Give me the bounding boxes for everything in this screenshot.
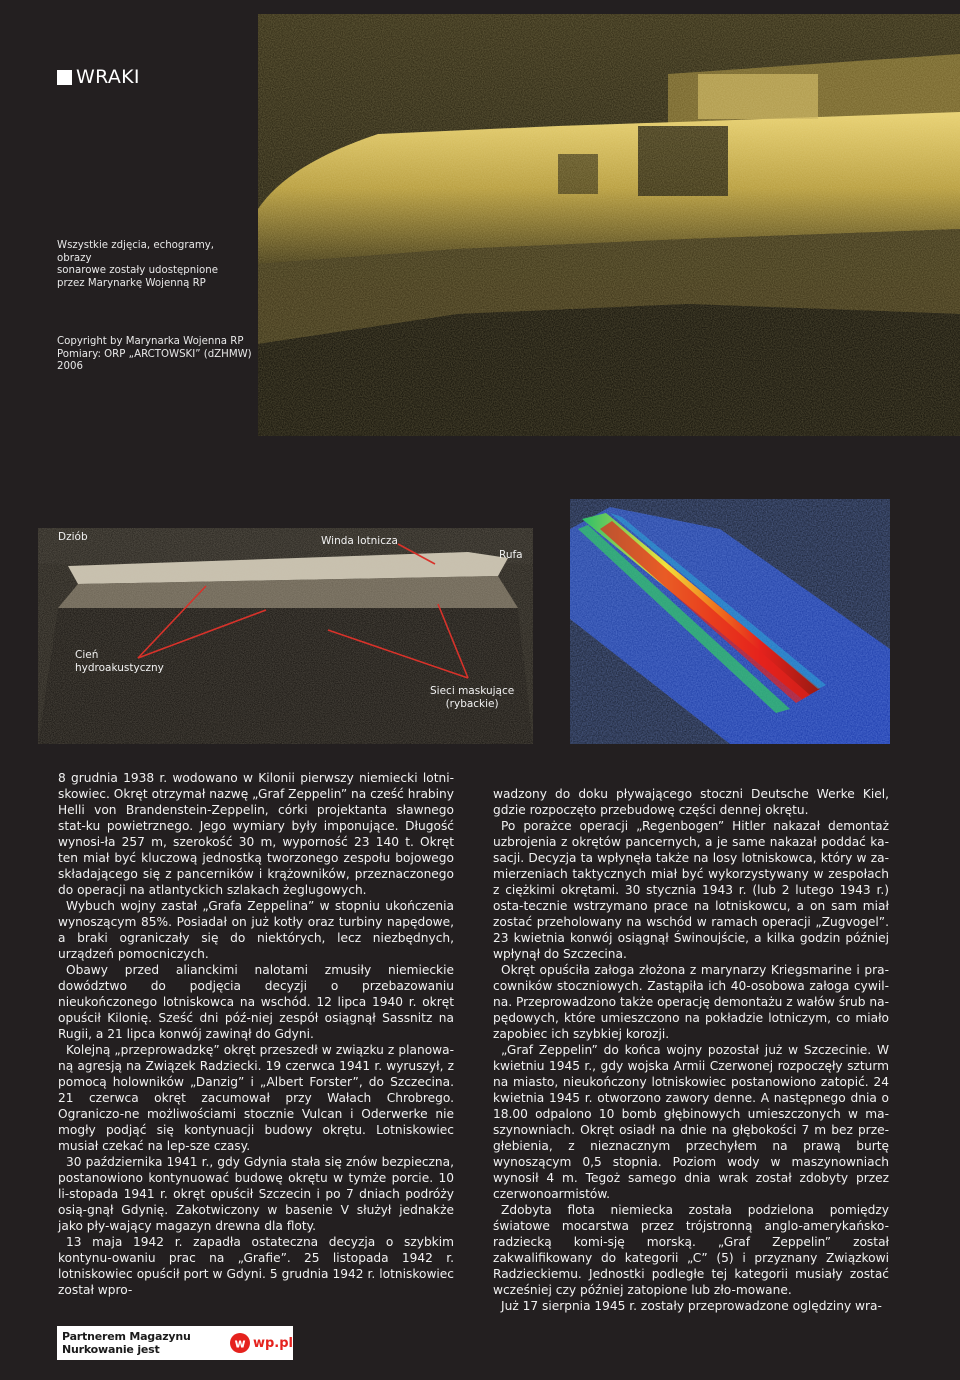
bathymetry-3d-image <box>570 499 890 744</box>
article-column-right <box>493 786 889 1314</box>
article-paragraph: Okręt opuściła załoga złożona z marynarzy Kriegsmarine i pra-cowników stoczniowych. Zastąpiła ich 40-osobowa załoga cywil-na. Przeprowadzono także operację demontażu z wałów śrub na-pędowych, które umieszczono na pokładzie lotniczym, co miało zapobiec ich szybkiej korozji. <box>493 963 889 1041</box>
article-paragraph: Po porażce operacji „Regenbogen” Hitler nakazał demontaż uzbrojenia z okrętów pancernych, a je same nakazał poddać ka-sacji. Decyzja ta wpłynęła także na losy lotniskowca, który w za-mierzeniach taktycznych miał być wykorzystywany w zespołach z ciężkimi okrętami. 30 stycznia 1943 r. (lub 2 lutego 1943 r.) osta-tecznie wstrzymano prace na lotniskowcu, a on sam miał zostać przeholowany na wschód w ramach operacji „Zugvogel”. 23 kwietnia konwój osiągnął Świnoujście, a kilka godzin później wpłynął do Szczecina. <box>493 819 889 961</box>
article-column-left <box>58 770 454 1298</box>
partner-banner[interactable] <box>57 1326 293 1360</box>
label-stern: Rufa <box>499 549 523 561</box>
copyright-caption: Copyright by Marynarka Wojenna RP Pomiary: ORP „ARCTOWSKI” (dZHMW) 2006 <box>57 336 252 372</box>
label-nets: Sieci maskujące (rybackie) <box>430 685 515 710</box>
partner-text: Partnerem Magazynu Nurkowanie jest <box>62 1330 191 1356</box>
article-paragraph: wadzony do doku pływającego stoczni Deutsche Werke Kiel, gdzie rozpoczęto przebudowę części dennej okrętu. <box>493 787 889 817</box>
article-paragraph: Kolejną „przeprowadzkę” okręt przeszedł w związku z planowa-ną agresją na Związek Radziecki. 19 czerwca 1941 r. wyruszył, z pomocą holowników „Danzig” i „Albert Forster”, do Szczecina. 21 czerwca okręt zacumował przy Wałach Chrobrego. Ograniczo-ne możliwościami stocznie Vulcan i Oderwerke nie mogły podjąć się kontynuacji budowy okrętu. Lotniskowiec musiał czekać na lep-sze czasy. <box>58 1043 454 1153</box>
label-bow: Dziób <box>58 531 88 543</box>
article-paragraph: Już 17 sierpnia 1945 r. zostały przeprowadzone oględziny wra- <box>501 1299 882 1313</box>
photo-credit-caption: Wszystkie zdjęcia, echogramy, obrazy sonarowe zostały udostępnione przez Marynarkę Wojenną RP <box>57 240 219 289</box>
article-paragraph: 13 maja 1942 r. zapadła ostateczna decyzja o szybkim kontynu-owaniu prac na „Grafie”. 25 listopada 1942 r. lotniskowiec opuścił port w Gdyni. 5 grudnia 1942 r. lotniskowiec został wpro- <box>58 1235 454 1297</box>
article-paragraph: Zdobyta flota niemiecka została podzielona pomiędzy światowe mocarstwa przez trójstronną anglo-amerykańsko-radziecką komi-sję morską. „Graf Zeppelin” został zakwalifikowany do kategorii „C” (5) i przyznany Związkowi Radzieckiemu. Jednostki podległe tej kategorii musiały zostać wcześniej czy później zatopione lub zło-mowane. <box>493 1203 889 1297</box>
section-header <box>57 66 140 88</box>
article-paragraph: Obawy przed alianckimi nalotami zmusiły niemieckie dowództwo do podjęcia decyzji o przebazowaniu nieukończonego lotniskowca na wschód. 12 lipca 1940 r. okręt opuścił Kilonię. Sześć dni póź-niej zespół osiągnął Sassnitz na Rugii, a 21 lipca konwój zawinął do Gdyni. <box>58 963 454 1041</box>
echogram-image <box>38 528 533 744</box>
sonar-image <box>258 14 960 436</box>
article-paragraph: 30 października 1941 r., gdy Gdynia stała się znów bezpieczna, postanowiono kontynuować budowę okrętu w tymże porcie. 10 li-stopada 1941 r. okręt opuścił Szczecin i po 7 dniach podróży osią-gnął Gdynię. Zakotwiczony w basenie V służył jednakże jako pły-wający magazyn drewna dla floty. <box>58 1155 454 1233</box>
label-winch: Winda lotnicza <box>321 535 398 547</box>
wp-logo-text: wp.pl <box>252 1335 293 1351</box>
wp-logo-mark: w <box>234 1336 246 1351</box>
article-paragraph: 8 grudnia 1938 r. wodowano w Kilonii pierwszy niemiecki lotni-skowiec. Okręt otrzymał nazwę „Graf Zeppelin” na cześć hrabiny Helli von Brandenstein-Zeppelin, córki projektanta sławnego stat-ku powietrznego. Jego wymiary były imponujące. Długość wynosi-ła 257 m, szerokość 30 m, wyporność 23 140 t. Okręt ten miał być kluczową jednostką tworzonego zespołu bojowego składającego się z pancerników i krążowników, przeznaczonego do operacji na atlantyckich szlakach żeglugowych. <box>58 771 454 897</box>
label-shadow: Cień hydroakustyczny <box>75 649 164 674</box>
section-square-icon <box>57 70 72 85</box>
section-title: WRAKI <box>76 66 140 88</box>
article-paragraph: „Graf Zeppelin” do końca wojny pozostał już w Szczecinie. W kwietniu 1945 r., gdy wojska Armii Czerwonej rozpoczęły szturm na miasto, nieukończony lotniskowiec postanowiono zatopić. 24 kwietnia 1945 r. otworzono zawory denne. A następnego dnia o 18.00 odpalono 10 bomb głębinowych umieszczonych w ma-szynowniach. Okręt osiadł na dnie na głębokości 7 m bez prze-głebienia, z nieznacznym przechyłem na prawą burtę wynoszącym 0,5 stopnia. Poziom wody w maszynowniach wynosił 4 m. Tegoż samego dnia wrak został zdobyty przez czerwonoarmistów. <box>493 1043 889 1201</box>
wp-logo-icon <box>229 1332 251 1354</box>
wp-logo[interactable] <box>229 1332 293 1354</box>
article-paragraph: Wybuch wojny zastał „Grafa Zeppelina” w stopniu ukończenia wynoszącym 85%. Posiadał on już kotły oraz turbiny napędowe, a braki ograniczały się do niektórych, lecz niezbędnych, urządzeń pomocniczych. <box>58 899 454 961</box>
